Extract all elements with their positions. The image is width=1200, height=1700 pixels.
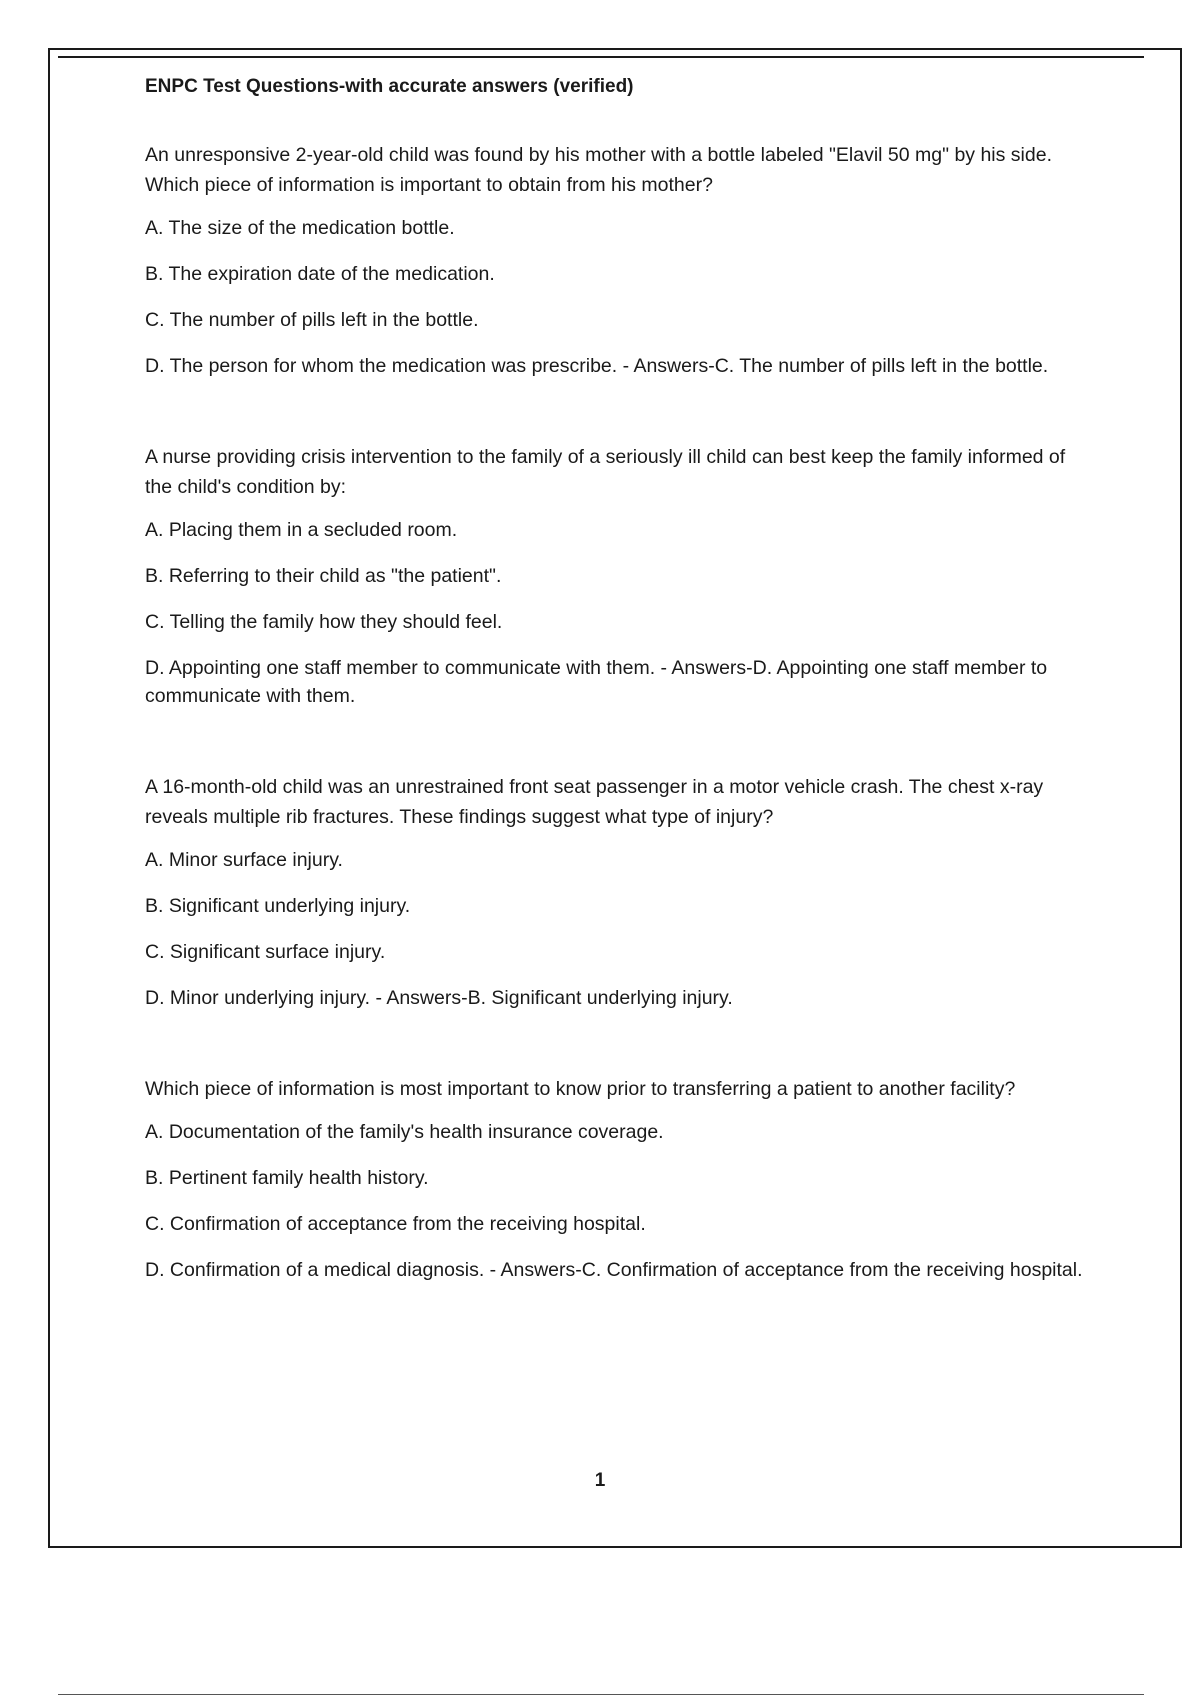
question-1-option-c: C. The number of pills left in the bottle. (145, 309, 479, 331)
question-4-option-b: B. Pertinent family health history. (145, 1167, 429, 1189)
question-3-option-c: C. Significant surface injury. (145, 941, 386, 963)
question-1-stem: An unresponsive 2-year-old child was found by his mother with a bottle labeled "Elavil 50 mg" by his side. Which piece of information is important to obtain from his mother? (145, 144, 1052, 196)
page-number: 1 (594, 1470, 606, 1491)
top-rule (58, 56, 1144, 58)
document-title: ENPC Test Questions-with accurate answers (verified) (145, 76, 634, 97)
question-1-option-d-answer: D. The person for whom the medication was prescribe. - Answers-C. The number of pills left in the bottle. (145, 355, 1049, 377)
question-4-stem: Which piece of information is most important to know prior to transferring a patient to another facility? (145, 1078, 1016, 1100)
question-3-stem: A 16-month-old child was an unrestrained front seat passenger in a motor vehicle crash. The chest x-ray reveals multiple rib fractures. These findings suggest what type of injury? (145, 776, 1044, 828)
question-2-option-b: B. Referring to their child as "the patient". (145, 565, 502, 587)
question-2-stem: A nurse providing crisis intervention to the family of a seriously ill child can best keep the family informed of the child's condition by: (145, 446, 1066, 498)
question-3-option-a: A. Minor surface injury. (145, 849, 343, 871)
question-2-option-c: C. Telling the family how they should feel. (145, 611, 503, 633)
question-4-option-d-answer: D. Confirmation of a medical diagnosis. - Answers-C. Confirmation of acceptance from the receiving hospital. (145, 1259, 1083, 1281)
question-4-option-a: A. Documentation of the family's health insurance coverage. (145, 1121, 664, 1143)
question-4-option-c: C. Confirmation of acceptance from the receiving hospital. (145, 1213, 646, 1235)
question-2-option-d-answer: D. Appointing one staff member to communicate with them. - Answers-D. Appointing one staff member to communicate with them. (145, 657, 1048, 707)
question-3-option-b: B. Significant underlying injury. (145, 895, 411, 917)
question-2-option-a: A. Placing them in a secluded room. (145, 519, 458, 541)
question-1-option-a: A. The size of the medication bottle. (145, 217, 455, 239)
document-body (145, 72, 1085, 1284)
next-page-top-rule (58, 1694, 1144, 1695)
question-1-option-b: B. The expiration date of the medication. (145, 263, 495, 285)
question-3-option-d-answer: D. Minor underlying injury. - Answers-B. Significant underlying injury. (145, 987, 733, 1009)
